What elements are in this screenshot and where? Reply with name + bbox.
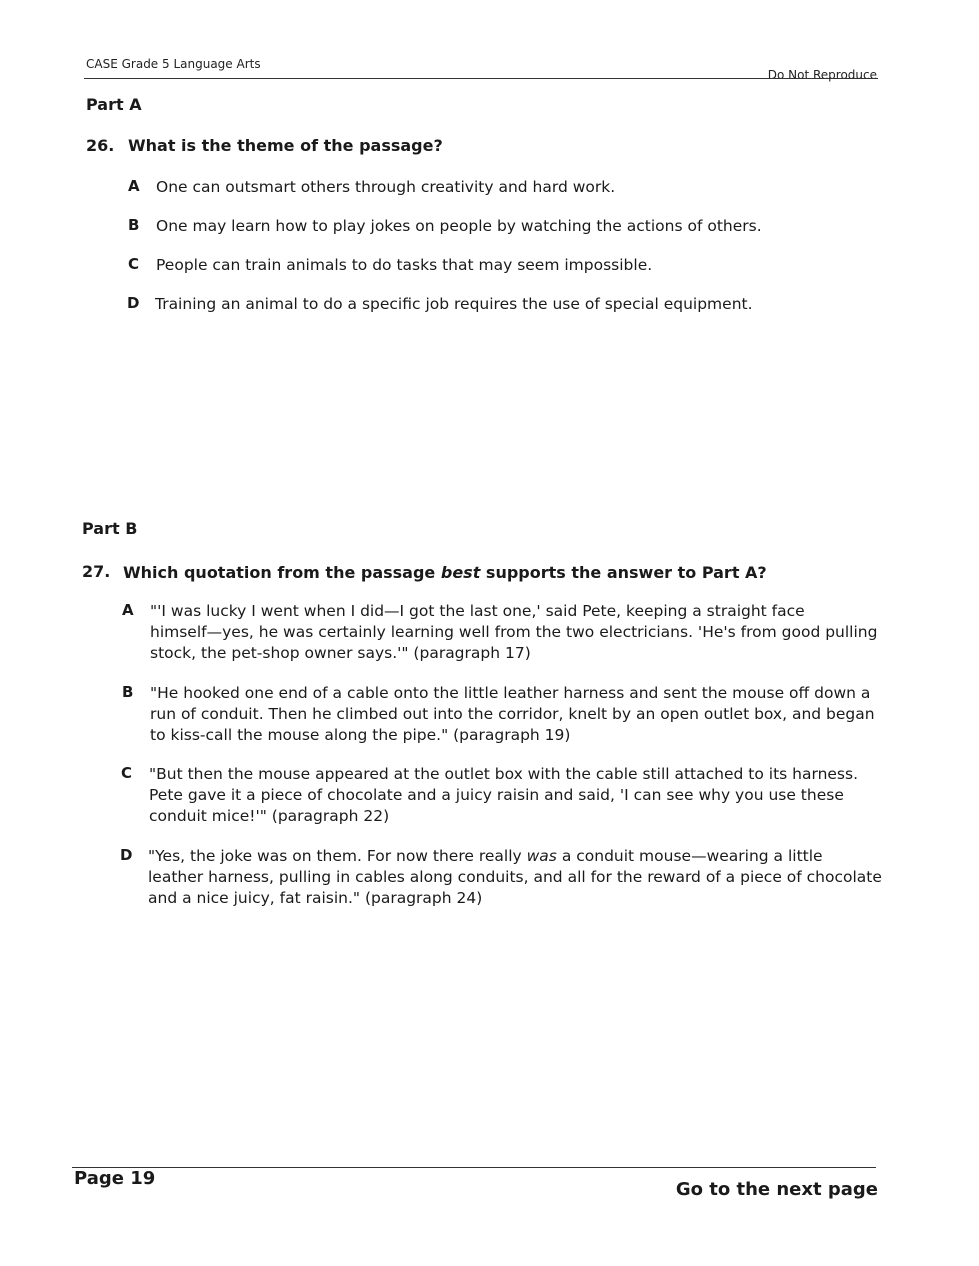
footer-divider bbox=[72, 1167, 876, 1168]
question-27-text-before: Which quotation from the passage bbox=[123, 563, 441, 582]
q27-option-c-line: Pete gave it a piece of chocolate and a juicy raisin and said, 'I can see why you use these bbox=[149, 786, 844, 804]
question-26-text: What is the theme of the passage? bbox=[128, 136, 443, 155]
next-page-instruction: Go to the next page bbox=[675, 1179, 878, 1200]
part-a-label: Part A bbox=[86, 95, 142, 114]
q26-option-d-text[interactable]: Training an animal to do a specific job requires the use of special equipment. bbox=[155, 295, 753, 313]
header-divider bbox=[84, 78, 878, 79]
q26-option-d-letter[interactable]: D bbox=[127, 294, 140, 312]
header-title: CASE Grade 5 Language Arts bbox=[86, 57, 261, 71]
question-27-text-after: supports the answer to Part A? bbox=[480, 563, 767, 582]
question-27-text bbox=[123, 563, 767, 582]
q27-option-a-line: "'I was lucky I went when I did—I got the last one,' said Pete, keeping a straight face bbox=[150, 602, 805, 620]
q27-option-b-letter[interactable]: B bbox=[122, 683, 134, 701]
q27-option-d-text[interactable] bbox=[148, 846, 883, 909]
q27-option-a-text[interactable] bbox=[150, 601, 880, 664]
q27-option-d-line1-before: "Yes, the joke was on them. For now there really bbox=[148, 847, 527, 865]
q27-option-d-emphasis: was bbox=[526, 847, 557, 865]
q27-option-d-line1-after: a conduit mouse—wearing a little bbox=[556, 847, 823, 865]
q27-option-d-line: leather harness, pulling in cables along conduits, and all for the reward of a piece of chocolate bbox=[148, 868, 882, 886]
q27-option-d-line bbox=[148, 846, 883, 867]
q27-option-c-line: conduit mice!'" (paragraph 22) bbox=[149, 807, 390, 825]
q27-option-c-line: "But then the mouse appeared at the outlet box with the cable still attached to its harness. bbox=[149, 765, 859, 783]
q27-option-c-text[interactable] bbox=[149, 764, 879, 827]
q27-option-b-text[interactable] bbox=[150, 683, 880, 746]
q27-option-b-line: "He hooked one end of a cable onto the little leather harness and sent the mouse off down a bbox=[150, 684, 871, 702]
q26-option-c-letter[interactable]: C bbox=[128, 255, 140, 273]
q27-option-c-letter[interactable]: C bbox=[121, 764, 133, 782]
q27-option-b-line: to kiss-call the mouse along the pipe." (paragraph 19) bbox=[150, 726, 571, 744]
q26-option-b-text[interactable]: One may learn how to play jokes on people by watching the actions of others. bbox=[156, 217, 762, 235]
page-number: Page 19 bbox=[74, 1168, 156, 1189]
q27-option-a-letter[interactable]: A bbox=[122, 601, 134, 619]
q26-option-b-letter[interactable]: B bbox=[128, 216, 140, 234]
question-27-number: 27. bbox=[82, 562, 111, 581]
question-26-number: 26. bbox=[86, 136, 115, 155]
q27-option-d-line: and a nice juicy, fat raisin." (paragraph 24) bbox=[148, 889, 483, 907]
question-27-emphasis: best bbox=[440, 563, 481, 582]
q27-option-a-line: himself—yes, he was certainly learning well from the two electricians. 'He's from good pulling bbox=[150, 623, 878, 641]
q27-option-b-line: run of conduit. Then he climbed out into the corridor, knelt by an open outlet box, and began bbox=[150, 705, 875, 723]
q27-option-d-letter[interactable]: D bbox=[120, 846, 133, 864]
q27-option-a-line: stock, the pet-shop owner says.'" (paragraph 17) bbox=[150, 644, 531, 662]
q26-option-c-text[interactable]: People can train animals to do tasks that may seem impossible. bbox=[156, 256, 653, 274]
part-b-label: Part B bbox=[82, 519, 138, 538]
header-notice: Do Not Reproduce bbox=[767, 68, 877, 82]
q26-option-a-letter[interactable]: A bbox=[128, 177, 140, 195]
q26-option-a-text[interactable]: One can outsmart others through creativity and hard work. bbox=[156, 178, 616, 196]
